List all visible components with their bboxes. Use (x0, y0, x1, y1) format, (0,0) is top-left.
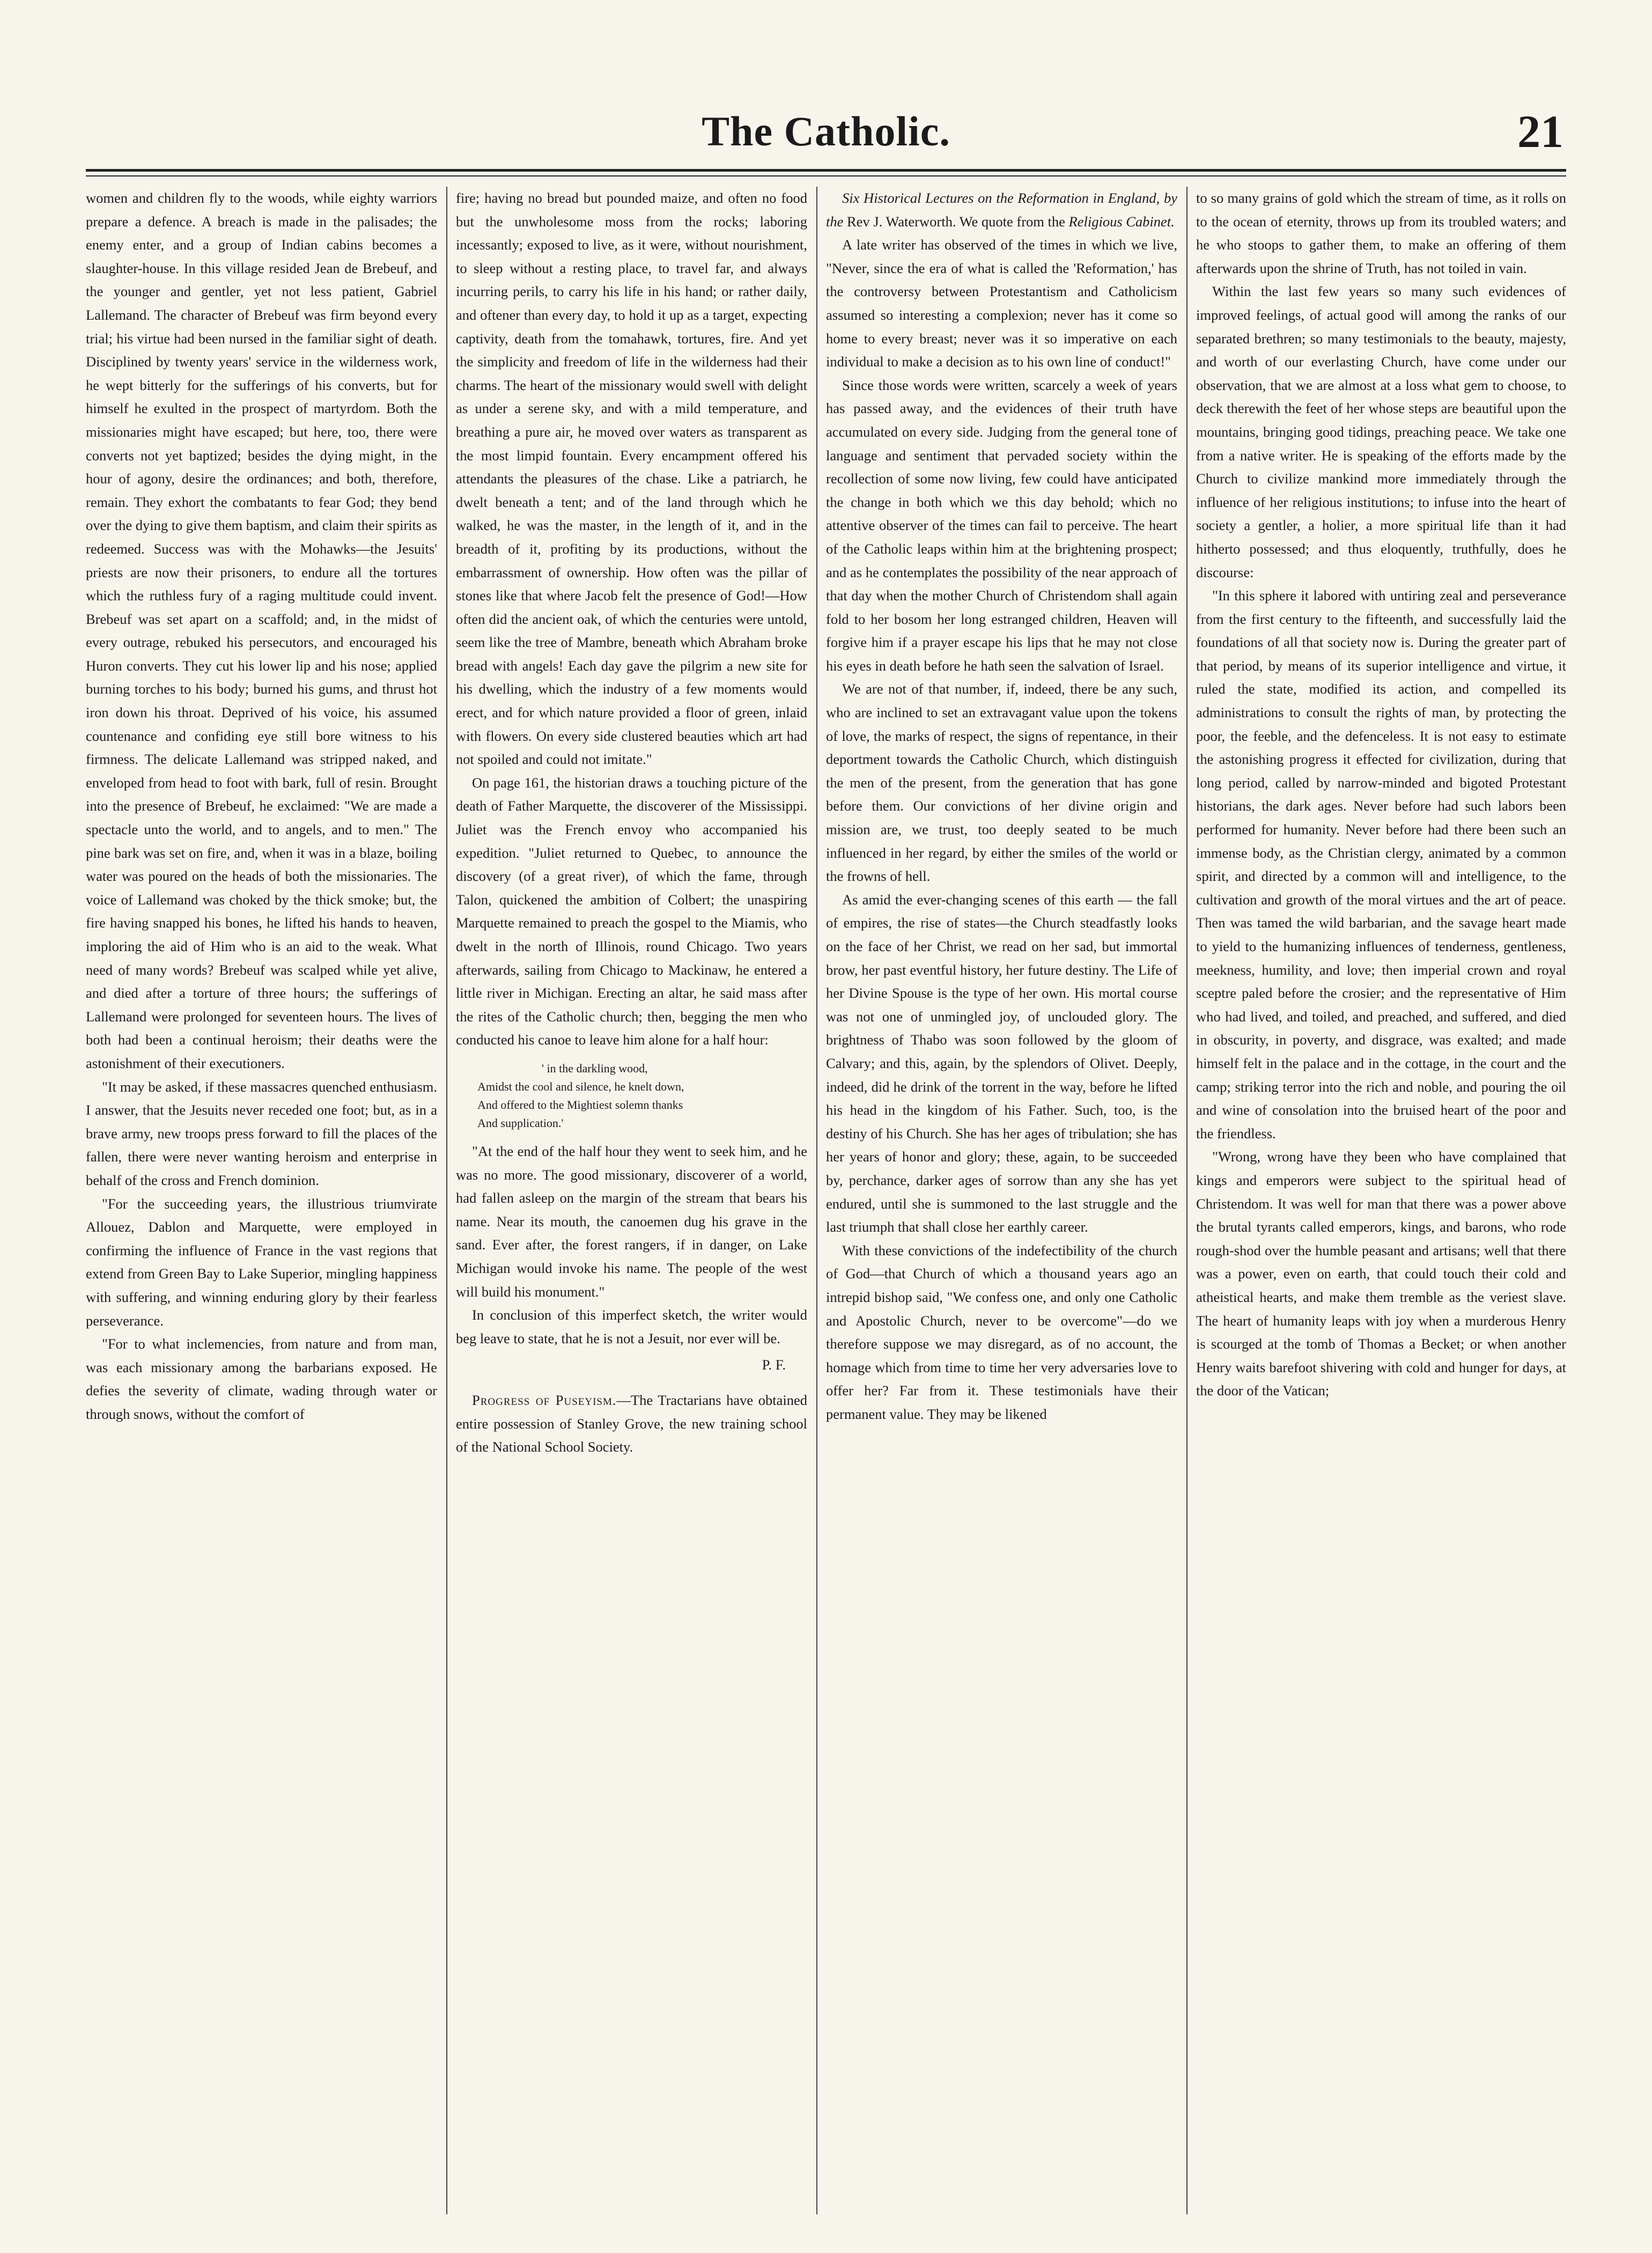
verse-line: And supplication.' (477, 1116, 564, 1130)
header-rule-thin (86, 175, 1566, 176)
page-header (86, 99, 1566, 174)
paragraph: In conclusion of this imperfect sketch, the writer would beg leave to state, that he is not a Jesuit, nor ever will be. (456, 1307, 807, 1346)
verse-line: And offered to the Mightiest solemn thanks (477, 1098, 683, 1111)
paragraph: On page 161, the historian draws a touching picture of the death of Father Marquette, the discoverer of the Mississippi. Juliet was the French envoy who accompanied his expedition. "Juliet returned to Quebec, to announce the discovery (of a great river), of which the fame, through Talon, quickened the ambition of Colbert; the unaspiring Marquette remained to preach the gospel to the Miamis, who dwelt in the north of Illinois, round Chicago. Two years afterwards, sailing from Chicago to Mackinaw, he entered a little river in Michigan. Erecting an altar, he said mass after the rites of the Catholic church; then, begging the men who conducted his canoe to leave him alone for a half hour: (456, 774, 807, 1048)
paragraph: A late writer has observed of the times in which we live, "Never, since the era of what is called the 'Reformation,' has the controversy between Protestantism and Catholicism assumed so interesting a complexion; never has it come so home to every breast; never was it so imperative on each individual to make a decision as to his own line of conduct!" (826, 237, 1177, 370)
lectures-header (826, 187, 1177, 233)
page-number: 21 (1517, 106, 1564, 157)
author-signature: P. F. (762, 1357, 786, 1373)
paragraph: "In this sphere it labored with untiring zeal and perseverance from the first century to the fifteenth, and successfully laid the foundations of all that society now is. During the greater part of that period, by means of its superior intelligence and virtue, it ruled the state, modified its action, and compelled its administrations to consult the rights of man, by protecting the poor, the feeble, and the defenceless. It is not easy to estimate the astonishing progress it effected for civilization, during that long period, called by narrow-minded and bigoted Protestant historians, the dark ages. Never before had such labors been performed for humanity. Never before had there been such an immense body, as the Christian clergy, animated by a common spirit, and directed by a common will and intelligence, to the cultivation and growth of the moral virtues and the art of peace. Then was tamed the wild barbarian, and the savage heart made to yield to the humanizing influences of tenderness, gentleness, meekness, humility, and love; then imperial crown and royal sceptre paled before the crosier; and the representative of Him who had lived, and toiled, and preached, and suffered, and died in obscurity, in poverty, and disgrace, was exalted; and made himself felt in the palace and in the cottage, in the court and the camp; striking terror into the rich and noble, and pouring the oil and wine of consolation into the bruised heart of the poor and the friendless. (1196, 587, 1566, 1142)
column-divider (816, 187, 817, 2214)
page-title: The Catholic. (702, 108, 950, 154)
column-1 (86, 187, 437, 2225)
quoted-verse (477, 1059, 807, 1132)
paragraph: "Wrong, wrong have they been who have complained that kings and emperors were subject to the spiritual head of Christendom. It was well for man that there was a power above the brutal tyrants called emperors, kings, and barons, who rode rough-shod over the humble peasant and artisans; well that there was a power, even on earth, that could touch their cold and atheistical hearts, and make them tremble as the veriest slave. The heart of humanity leaps with joy when a murderous Henry is scourged at the tomb of Thomas a Becket; or when another Henry waits barefoot shivering with cold and hunger for days, at the door of the Vatican; (1196, 1148, 1566, 1399)
puseyism-paragraph (456, 1389, 807, 1459)
article-columns (86, 187, 1566, 2225)
column-divider (446, 187, 447, 2214)
column-2 (456, 187, 807, 2225)
column-3 (826, 187, 1177, 2225)
paragraph: "For to what inclemencies, from nature and from man, was each missionary among the barbarians exposed. He defies the severity of climate, wading through water or through snows, without the comfort of (86, 1336, 437, 1422)
lectures-source: Religious Cabinet. (1068, 213, 1175, 230)
paragraph: With these convictions of the indefectibility of the church of God—that Church of which a thousand years ago an intrepid bishop said, "We confess one, and only one Catholic and Apostolic Church, never to be overcome"—do we therefore suppose we may disregard, as of no account, the homage which from time to time her very adversaries love to offer her? Far from it. These testimonials have their permanent value. They may be likened (826, 1242, 1177, 1422)
paragraph: "It may be asked, if these massacres quenched enthusiasm. I answer, that the Jesuits never receded one foot; but, as in a brave army, new troops press forward to fill the places of the fallen, there were never wanting heroism and enterprise in behalf of the cross and French dominion. (86, 1078, 437, 1188)
paragraph: Within the last few years so many such evidences of improved feelings, of actual good will among the ranks of our separated brethren; so many testimonials to the beauty, majesty, and worth of our everlasting Church, have come under our observation, that we are almost at a loss what gem to choose, to deck therewith the feet of her whose steps are beautiful upon the mountains, bringing good tidings, preaching peace. We take one from a native writer. He is speaking of the efforts made by the Church to civilize mankind more immediately through the influence of her religious institutions; to infuse into the heart of society a gentler, a holier, a more spiritual life than it had hitherto possessed; and thus eloquently, truthfully, does he discourse: (1196, 283, 1566, 580)
puseyism-text: —The Tractarians have obtained entire possession of Stanley Grove, the new training school of the National School Society. (456, 1391, 807, 1455)
lectures-author: Rev J. Waterworth. (847, 213, 956, 230)
paragraph: We are not of that number, if, indeed, there be any such, who are inclined to set an extravagant value upon the tokens of love, the marks of respect, the signs of repentance, in their deportment towards the Catholic Church, which distinguish the men of the present, from the generation that has gone before them. Our convictions of her divine origin and mission are, we trust, too deeply seated to be much influenced in her regard, by either the smiles of the world or the frowns of hell. (826, 681, 1177, 885)
verse-line: ' in the darkling wood, (542, 1061, 648, 1075)
verse-line: Amidst the cool and silence, he knelt down, (477, 1079, 684, 1093)
section-heading: Progress of Puseyism. (472, 1391, 617, 1408)
header-rule (86, 169, 1566, 172)
paragraph: to so many grains of gold which the stream of time, as it rolls on to the ocean of eternity, throws up from its troubled waters; and he who stoops to gather them, to make an offering of them afterwards upon the shrine of Truth, has not toiled in vain. (1196, 190, 1566, 276)
paragraph: "For the succeeding years, the illustrious triumvirate Allouez, Dablon and Marquette, were employed in confirming the influence of France in the vast regions that extend from Green Bay to Lake Superior, mingling happiness with suffering, and winning enduring glory by their fearless perseverance. (86, 1195, 437, 1329)
paragraph: fire; having no bread but pounded maize, and often no food but the unwholesome moss from the rocks; laboring incessantly; exposed to live, as it were, without nourishment, to sleep without a resting place, to travel far, and always incurring perils, to carry his life in his hand; or rather daily, and oftener than every day, to hold it up as a target, expecting captivity, death from the tomahawk, tortures, fire. And yet the simplicity and freedom of life in the wilderness had their charms. The heart of the missionary would swell with delight as under a serene sky, and with a mild temperature, and breathing a pure air, he moved over waters as transparent as the most limpid fountain. Every encampment offered his attendants the pleasures of the chase. Like a patriarch, he dwelt beneath a tent; and of the land through which he walked, he was the master, in the length of it, and in the breadth of it, profiting by its productions, without the embarrassment of ownership. How often was the pillar of stones like that where Jacob felt the presence of God!—How often did the ancient oak, of which the centuries were untold, seem like the tree of Mambre, beneath which Abraham broke bread with angels! Each day gave the pilgrim a new site for his dwelling, which the industry of a few moments would erect, and for which nature provided a floor of green, inlaid with flowers. On every side clustered beauties which art had not spoiled and could not imitate." (456, 190, 807, 768)
paragraph: Since those words were written, scarcely a week of years has passed away, and the evidences of their truth have accumulated on every side. Judging from the general tone of language and sentiment that pervaded society within the recollection of some now living, few could have anticipated the change in both which we this day behold; which no attentive observer of the times can fail to perceive. The heart of the Catholic leaps within him at the brightening prospect; and as he contemplates the possibility of the near approach of that day when the mother Church of Christendom shall again fold to her bosom her long estranged children, Heaven will forgive him if a prayer escape his lips that he may not close his eyes in death before he hath seen the salvation of Israel. (826, 377, 1177, 674)
column-divider (1186, 187, 1188, 2214)
paragraph: women and children fly to the woods, while eighty warriors prepare a defence. A breach is made in the palisades; the enemy enter, and a group of Indian cabins becomes a slaughter-house. In this village resided Jean de Brebeuf, and the younger and gentler, yet not less patient, Gabriel Lallemand. The character of Brebeuf was firm beyond every trial; his virtue had been nursed in the familiar sight of death. Disciplined by twenty years' service in the wilderness work, he wept bitterly for the sufferings of his converts, but for himself he exulted in the prospect of martyrdom. Both the missionaries might have escaped; but here, too, there were converts not yet baptized; besides the dying might, in the hour of agony, desire the ordinances; and both, therefore, remain. They exhort the combatants to fear God; they bend over the dying to give them baptism, and claim their spirits as redeemed. Success was with the Mohawks—the Jesuits' priests are now their prisoners, to endure all the tortures which the ruthless fury of a raging multitude could invent. Brebeuf was set apart on a scaffold; and, in the midst of every outrage, rebuked his persecutors, and encouraged his Huron converts. They cut his lower lip and his nose; applied burning torches to his body; burned his gums, and thrust hot iron down his throat. Deprived of his voice, his assumed countenance and confiding eye still bore witness to his firmness. The delicate Lallemand was stripped naked, and enveloped from head to foot with bark, full of resin. Brought into the presence of Brebeuf, he exclaimed: "We are made a spectacle unto the world, and to angels, and to men." The pine bark was set on fire, and, when it was in a blaze, boiling water was poured on the heads of both the missionaries. The voice of Lallemand was choked by the thick smoke; but, the fire having snapped his bones, he lifted his hands to heaven, imploring the aid of Him who is an aid to the weak. What need of many words? Brebeuf was scalped while yet alive, and died after a torture of three hours; the sufferings of Lallemand were prolonged for seventeen hours. The lives of both had been a continual heroism; their deaths were the astonishment of their executioners. (86, 190, 437, 1071)
column-4 (1196, 187, 1566, 2225)
lectures-title: Six Historical Lectures on the Reformation in England, by the (826, 190, 1177, 230)
paragraph: As amid the ever-changing scenes of this earth — the fall of empires, the rise of states—the Church steadfastly looks on the face of her Christ, we read on her sad, but immortal brow, her past eventful history, her future destiny. The Life of her Divine Spouse is the type of her own. His mortal course was not one of unmingled joy, of unclouded glory. The brightness of Thabo was soon followed by the gloom of Calvary; and this, again, by the splendors of Olivet. Deeply, indeed, did he drink of the torrent in the way, before he lifted his head in the kingdom of his Father. Such, too, is the destiny of his Church. She has her ages of tribulation; she has her years of honor and glory; these, again, to be succeeded by, perchance, darker ages of sorrow than any she has yet endured, until she is summoned to the last struggle and the last triumph that shall close her earthly career. (826, 891, 1177, 1235)
lectures-source-intro: We quote from the (959, 213, 1065, 230)
paragraph: "At the end of the half hour they went to seek him, and he was no more. The good missionary, discoverer of a world, had fallen asleep on the margin of the stream that bears his name. Near its mouth, the canoemen dug his grave in the sand. Ever after, the forest rangers, if in danger, on Lake Michigan would invoke his name. The people of the west will build his monument." (456, 1143, 807, 1300)
